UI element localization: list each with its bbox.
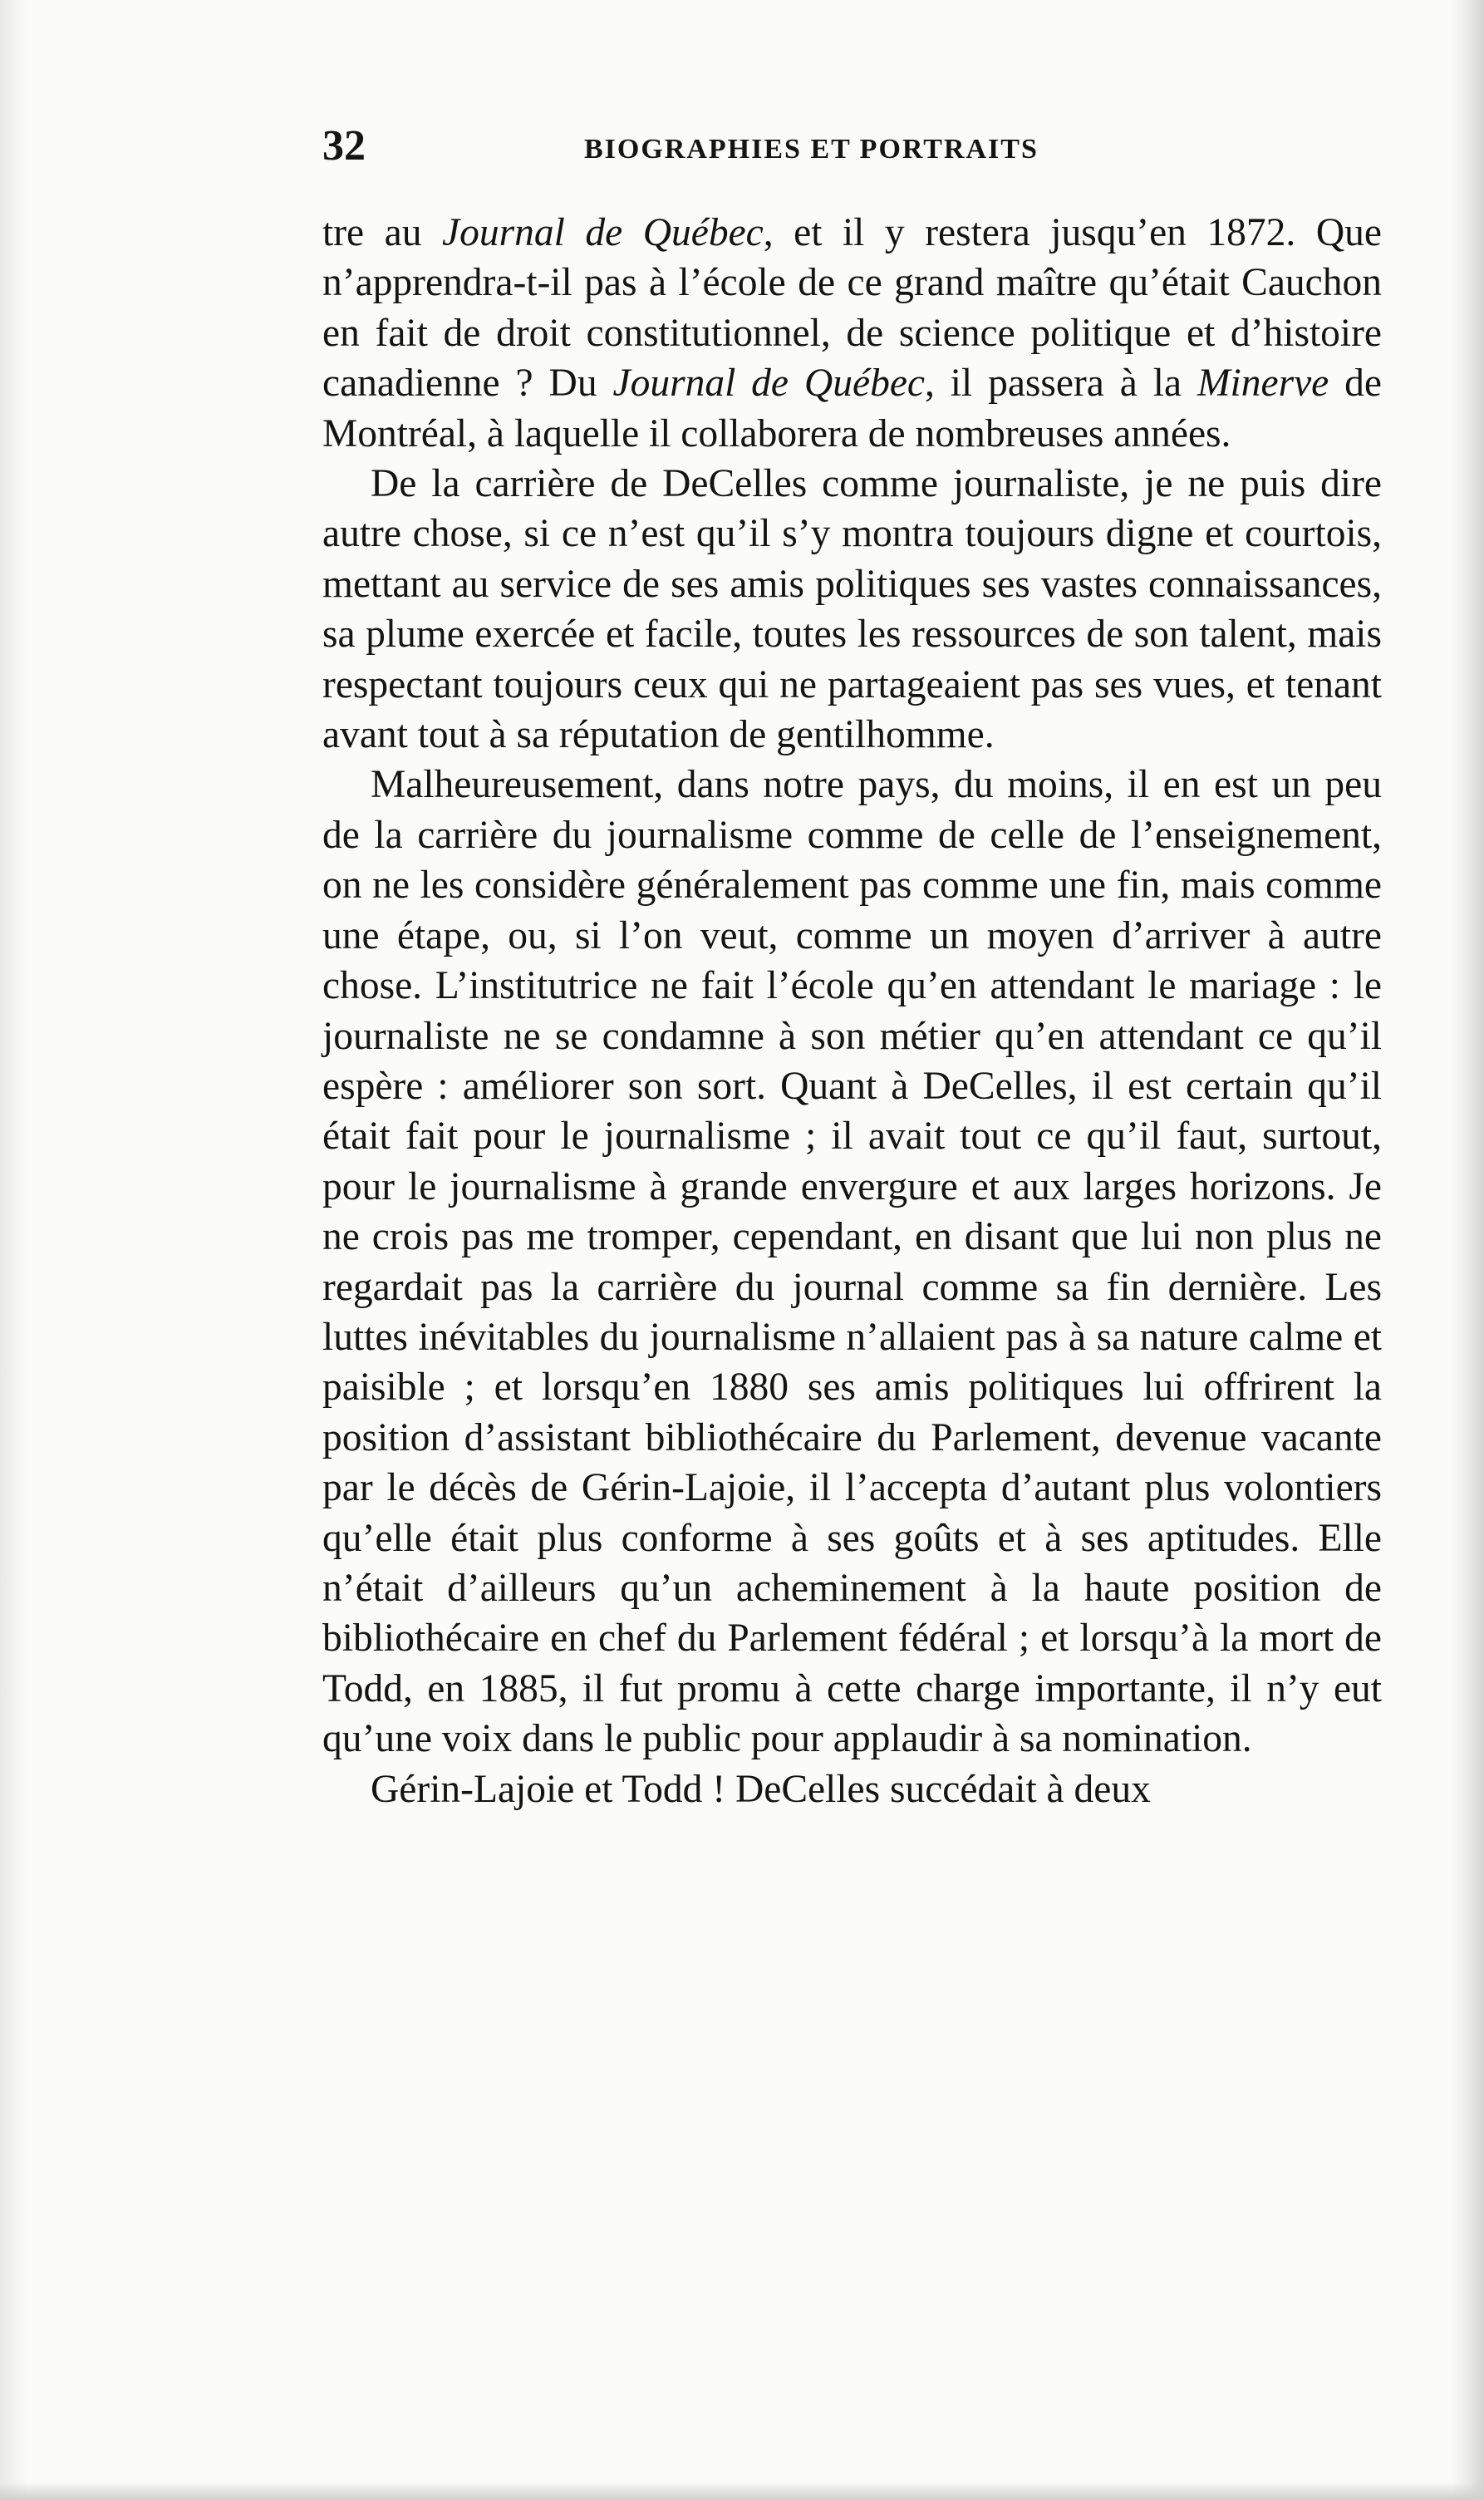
page-number: 32 <box>322 122 366 170</box>
paragraph-1-text-b: , et il y restera jusqu’en 1872. Que n’apprendra-t-il pas à l’école de ce grand maître qu’était Cauchon en fait de droit constitutionnel, de science politique et d’histoire canadienne ? Du <box>322 211 1382 406</box>
paragraph-1 <box>322 208 1382 459</box>
paragraph-1-italic-journal-2: Journal de Québec <box>612 362 925 406</box>
running-header <box>322 118 1382 176</box>
paragraph-1-text-a: tre au <box>322 211 443 254</box>
body-text <box>322 208 1382 1814</box>
paragraph-1-italic-minerve: Minerve <box>1197 362 1329 406</box>
paragraph-1-text-c: , il passera à la <box>924 362 1197 406</box>
paragraph-1-text-d: de Montréal, à laquelle il collaborera de nombreuses années. <box>322 362 1382 455</box>
page-left-edge-shadow <box>0 0 28 2500</box>
paragraph-2: De la carrière de DeCelles comme journaliste, je ne puis dire autre chose, si ce n’est qu’il s’y montra toujours digne et courtois, mettant au service de ses amis politiques ses vastes connaissances, sa plume exercée et facile, toutes les ressources de son talent, mais respectant toujours ceux qui ne partageaient pas ses vues, et tenant avant tout à sa réputation de gentilhomme. <box>322 462 1382 757</box>
paragraph-3: Malheureusement, dans notre pays, du moins, il en est un peu de la carrière du journalisme comme de celle de l’enseignement, on ne les considère généralement pas comme une fin, mais comme une étape, ou, si l’on veut, comme un moyen d’arriver à autre chose. L’institutrice ne fait l’école qu’en attendant le mariage : le journaliste ne se condamne à son métier qu’en attendant ce qu’il espère : améliorer son sort. Quant à DeCelles, il est certain qu’il était fait pour le journalisme ; il avait tout ce qu’il faut, surtout, pour le journalisme à grande envergure et aux larges horizons. Je ne crois pas me tromper, cependant, en disant que lui non plus ne regardait pas la carrière du journal comme sa fin dernière. Les luttes inévitables du journalisme n’allaient pas à sa nature calme et paisible ; et lorsqu’en 1880 ses amis politiques lui offrirent la position d’assistant bibliothécaire du Parlement, devenue vacante par le décès de Gérin-Lajoie, il l’accepta d’autant plus volontiers qu’elle était plus conforme à ses goûts et à ses aptitudes. Elle n’était d’ailleurs qu’un acheminement à la haute position de bibliothécaire en chef du Parlement fédéral ; et lorsqu’à la mort de Todd, en 1885, il fut promu à cette charge importante, il n’y eut qu’une voix dans le public pour applaudir à sa nomination. <box>322 763 1382 1761</box>
running-title: BIOGRAPHIES ET PORTRAITS <box>584 134 1039 165</box>
paragraph-1-italic-journal: Journal de Québec <box>442 211 764 254</box>
paragraph-4: Gérin-Lajoie et Todd ! DeCelles succédait à deux <box>371 1767 1151 1811</box>
page-right-edge-shadow <box>1451 0 1484 2500</box>
page-bottom-edge-shadow <box>0 2482 1484 2500</box>
